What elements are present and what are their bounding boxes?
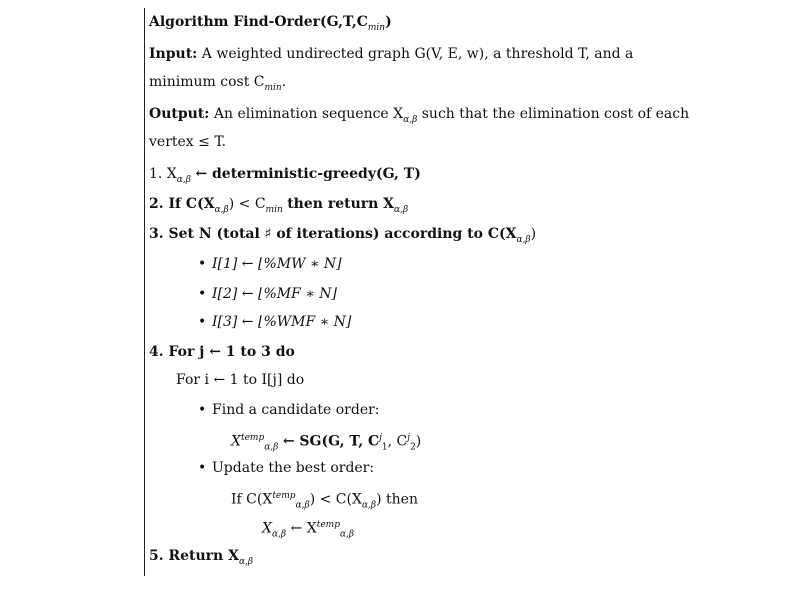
bullet-2: • I[2] ← ⌊%MF ∗ N⌋ <box>198 286 337 302</box>
bullet-icon: • <box>198 402 207 418</box>
algorithm-title: Algorithm Find-$Order(G,T,C_{min})$ <box>149 14 392 33</box>
bullet-icon: • <box>198 460 207 476</box>
bullet-icon: • <box>198 314 207 330</box>
step-2: 2. If $C(X_{\alpha,\beta}) < C_{min}$ then return $X_{\alpha,\beta}$ <box>149 196 409 215</box>
step-1: 1. $X_{\alpha,\beta}$ ← deterministic-greedy(G, T) <box>149 166 421 185</box>
find-candidate: • Find a candidate order: <box>198 402 380 418</box>
input-line-1: Input: A weighted undirected graph G(V, E, w), a threshold T, and a <box>149 46 634 62</box>
best-assignment: $X_{\alpha,\beta}$ ← $X^{temp}_{\alpha,\beta}$ <box>262 520 355 540</box>
step-4-inner-loop: For i ← 1 to I[j] do <box>176 372 305 388</box>
bullet-1: • I[1] ← ⌊%MW ∗ N⌋ <box>198 256 342 272</box>
bullet-3: • I[3] ← ⌊%WMF ∗ N⌋ <box>198 314 352 330</box>
step-3: 3. Set N (total ♯ of iterations) according to $C(X_{\alpha,\beta})$ <box>149 226 537 245</box>
candidate-assignment: $X^{temp}_{\alpha,\beta}$ ← SG(G, T, $C^j_1$, $C^j_2$) <box>231 433 422 453</box>
left-rule <box>144 8 145 576</box>
output-line-1: Output: An elimination sequence $X_{\alpha,\beta}$ such that the elimination cost of each <box>149 106 690 125</box>
update-best: • Update the best order: <box>198 460 375 476</box>
output-line-2: vertex ≤ T. <box>149 134 227 150</box>
bullet-icon: • <box>198 286 207 302</box>
step-5: 5. Return $X_{\alpha,\beta}$ <box>149 548 254 567</box>
input-line-2: minimum cost $C_{min}$. <box>149 74 287 93</box>
step-4: 4. For j ← 1 to 3 do <box>149 344 295 360</box>
if-condition: If $C(X^{temp}_{\alpha,\beta}) < C(X_{\alpha,\beta})$ then <box>231 491 418 511</box>
bullet-icon: • <box>198 256 207 272</box>
